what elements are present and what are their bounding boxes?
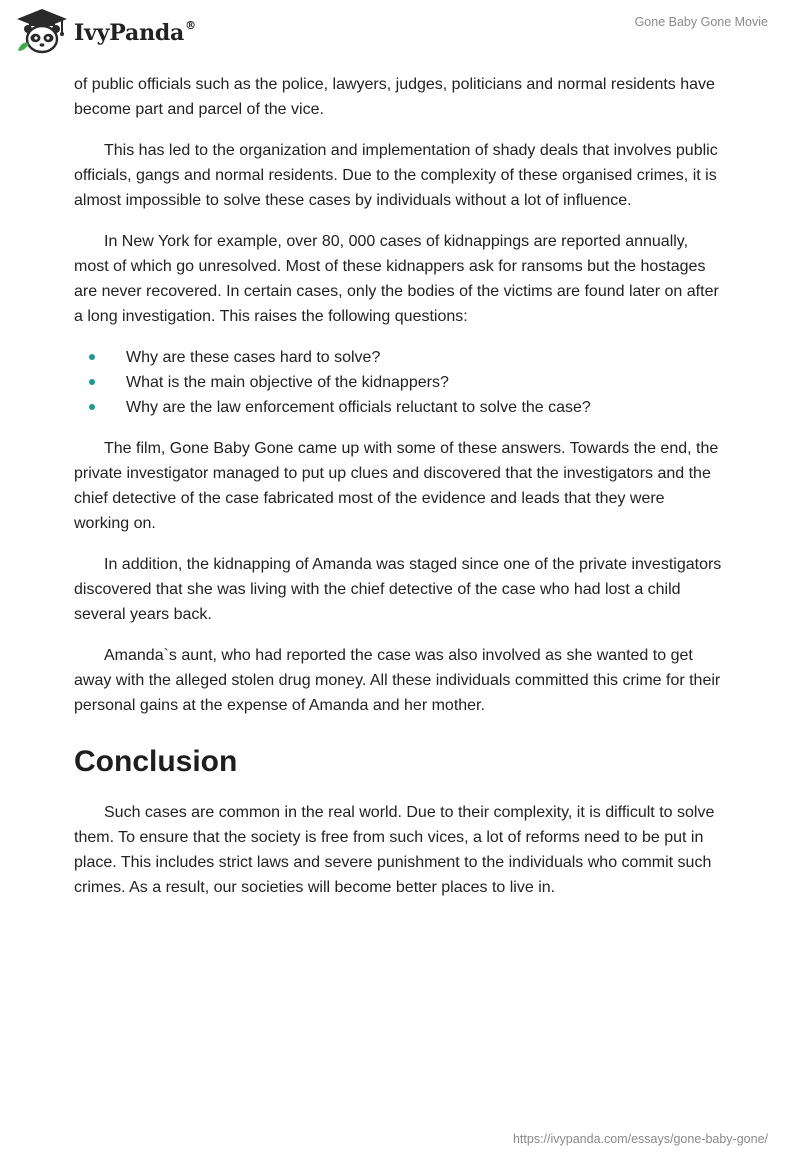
paragraph-7: Such cases are common in the real world. Due to their complexity, it is difficult to solve them. To ensure that the society is free from such vices, a lot of reforms need to be put in place. This includes strict laws and severe punishment to the individuals who commit such crimes. As a result, our societies will become better places to live in. bbox=[74, 804, 715, 896]
ivypanda-logo[interactable] bbox=[14, 7, 196, 55]
source-url-link[interactable]: https://ivypanda.com/essays/gone-baby-gone/ bbox=[512, 1132, 768, 1146]
bullet-icon bbox=[89, 404, 95, 410]
paragraph-6: Amanda`s aunt, who had reported the case was also involved as she wanted to get away with the alleged stolen drug money. All these individuals committed this crime for their personal gains at the expense of Amanda and her mother. bbox=[74, 647, 721, 714]
list-item: Why are the law enforcement officials reluctant to solve the case? bbox=[74, 395, 724, 420]
brand-name: IvyPanda® bbox=[74, 18, 196, 46]
paragraph-1: of public officials such as the police, lawyers, judges, politicians and normal residents have become part and parcel of the vice. bbox=[74, 76, 715, 118]
page-header bbox=[0, 0, 800, 62]
bullet-icon bbox=[89, 379, 95, 385]
paragraph-4: The film, Gone Baby Gone came up with some of these answers. Towards the end, the private investigator managed to put up clues and discovered that the investigators and the chief detective of the case fabricated most of the evidence and leads that they were working on. bbox=[74, 440, 719, 532]
panda-graduate-icon bbox=[14, 7, 70, 55]
bullet-icon bbox=[89, 354, 95, 360]
paragraph-2: This has led to the organization and implementation of shady deals that involves public officials, gangs and normal residents. Due to the complexity of these organised crimes, it is almost impossible to solve these cases by individuals without a lot of influence. bbox=[74, 142, 718, 209]
essay-body bbox=[74, 72, 724, 916]
list-item: What is the main objective of the kidnappers? bbox=[74, 370, 724, 395]
list-item: Why are these cases hard to solve? bbox=[74, 345, 724, 370]
document-title: Gone Baby Gone Movie bbox=[634, 15, 768, 29]
conclusion-heading: Conclusion bbox=[74, 745, 238, 778]
paragraph-5: In addition, the kidnapping of Amanda was staged since one of the private investigators discovered that she was living with the chief detective of the case who had lost a child several years back. bbox=[74, 556, 722, 623]
questions-list bbox=[74, 345, 724, 420]
paragraph-3: In New York for example, over 80, 000 cases of kidnappings are reported annually, most of which go unresolved. Most of these kidnappers ask for ransoms but the hostages are never recovered. In certain cases, only the bodies of the victims are found later on after a long investigation. This raises the following questions: bbox=[74, 233, 719, 325]
